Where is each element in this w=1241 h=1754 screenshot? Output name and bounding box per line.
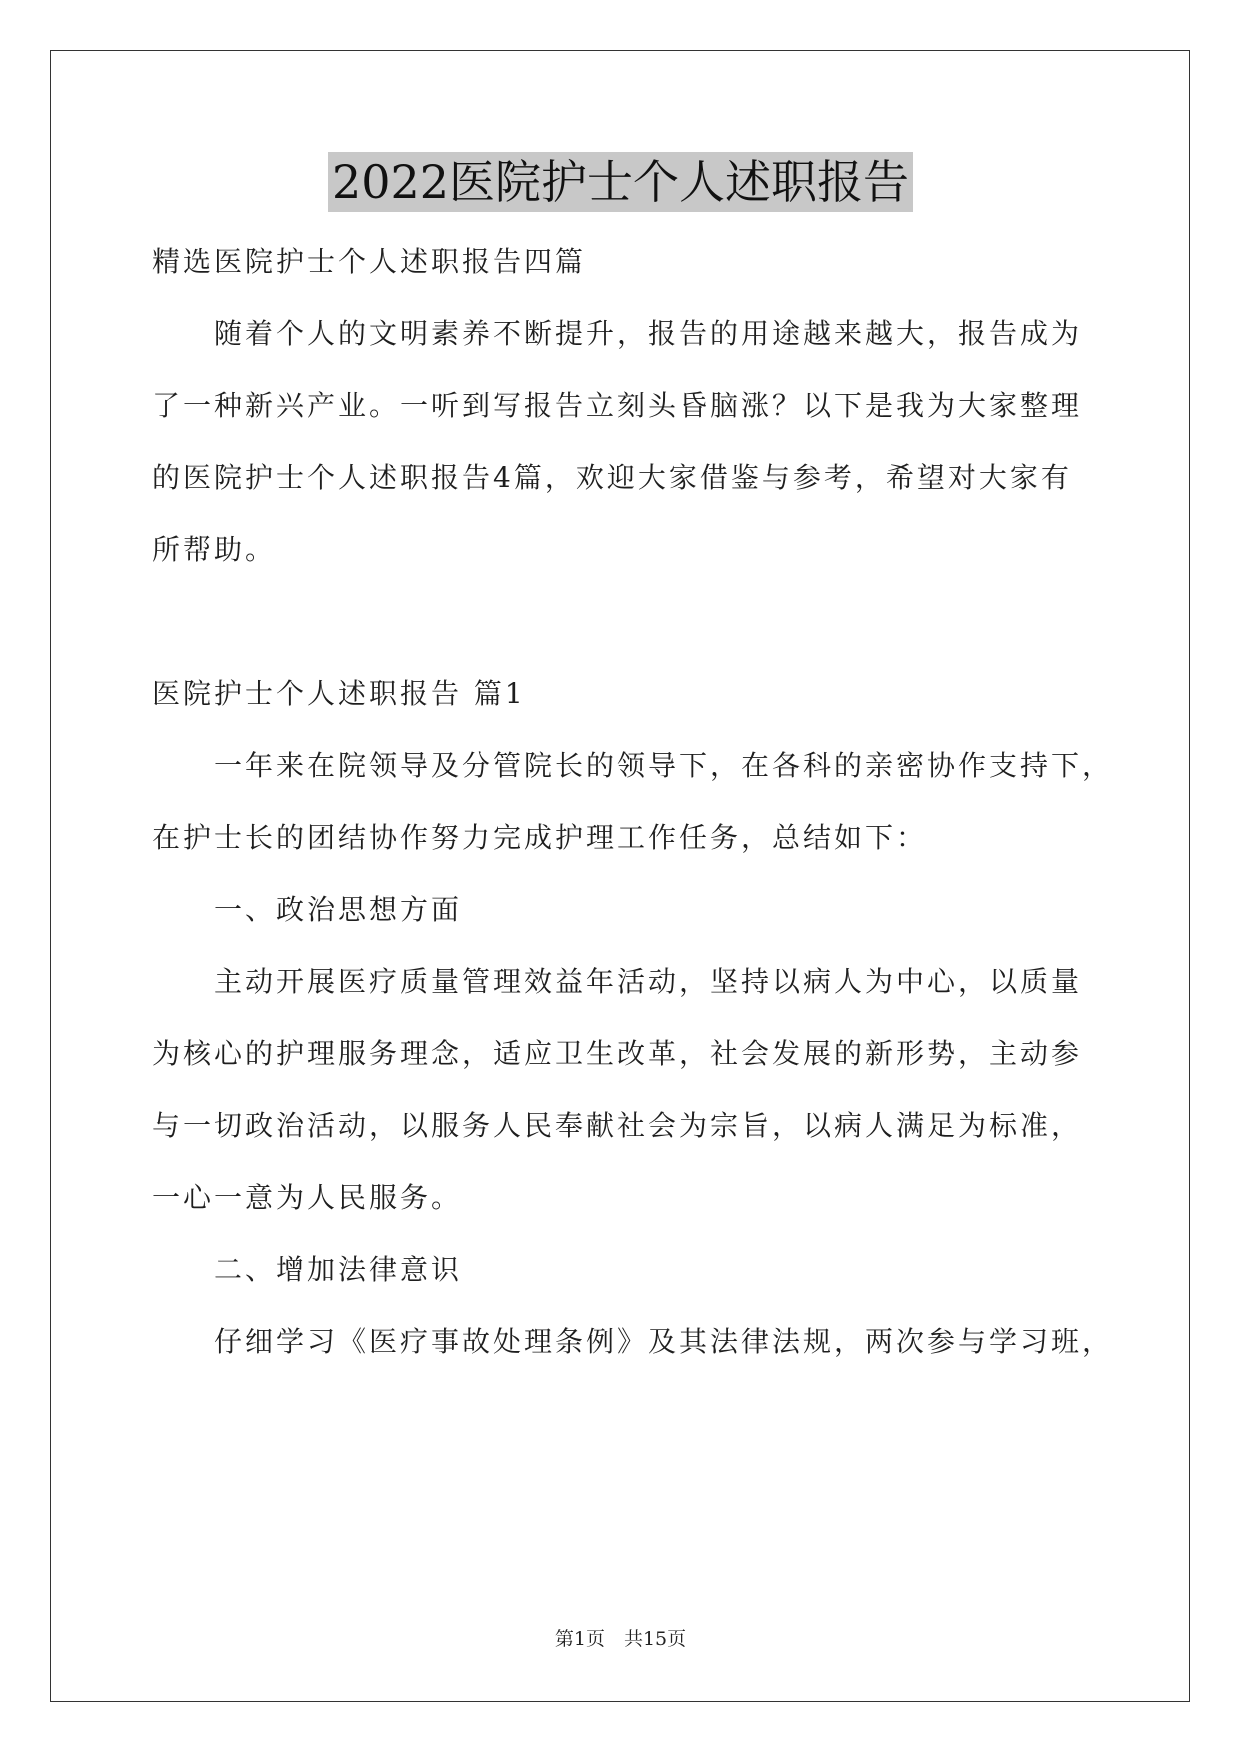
paragraph-line: 随着个人的文明素养不断提升，报告的用途越来越大，报告成为 — [214, 317, 1083, 350]
section-heading: 医院护士个人述职报告 篇1 — [152, 677, 526, 710]
paragraph-line: 了一种新兴产业。一听到写报告立刻头昏脑涨？以下是我为大家整理 — [152, 389, 1083, 422]
paragraph-line: 与一切政治活动，以服务人民奉献社会为宗旨，以病人满足为标准， — [152, 1109, 1083, 1142]
page-number: 第1页 共15页 — [554, 1628, 687, 1650]
paragraph-line: 为核心的护理服务理念，适应卫生改革，社会发展的新形势，主动参 — [152, 1037, 1083, 1070]
subsection-heading: 一、政治思想方面 — [214, 893, 463, 926]
subtitle-line: 精选医院护士个人述职报告四篇 — [152, 245, 587, 278]
paragraph-line: 一年来在院领导及分管院长的领导下，在各科的亲密协作支持下， — [214, 749, 1114, 782]
subsection-heading: 二、增加法律意识 — [214, 1253, 463, 1286]
paragraph-line: 所帮助。 — [152, 533, 277, 566]
page-border — [50, 50, 1190, 1702]
title-container — [0, 152, 1241, 212]
paragraph-line: 在护士长的团结协作努力完成护理工作任务，总结如下： — [152, 821, 928, 854]
paragraph-line: 主动开展医疗质量管理效益年活动，坚持以病人为中心，以质量 — [214, 965, 1083, 998]
paragraph-line: 仔细学习《医疗事故处理条例》及其法律法规，两次参与学习班， — [214, 1325, 1114, 1358]
document-title: 2022医院护士个人述职报告 — [328, 152, 913, 212]
paragraph-line: 一心一意为人民服务。 — [152, 1181, 463, 1214]
paragraph-line: 的医院护士个人述职报告4篇，欢迎大家借鉴与参考，希望对大家有 — [152, 461, 1072, 494]
